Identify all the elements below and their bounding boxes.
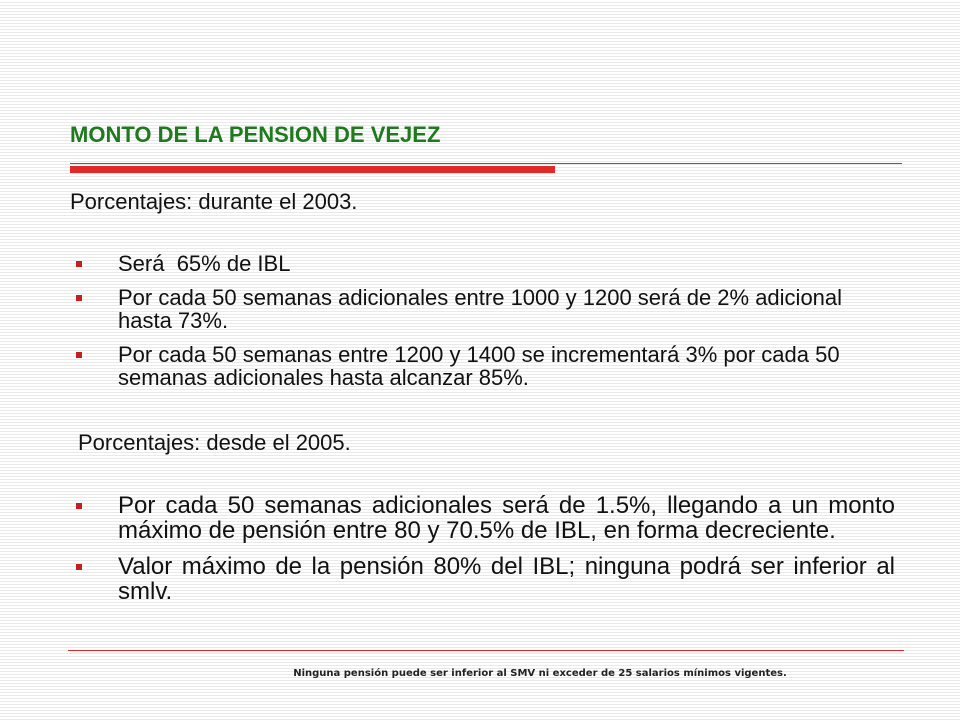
square-bullet-icon: [76, 261, 82, 267]
square-bullet-icon: [76, 295, 82, 301]
title-divider-thin: [70, 163, 902, 164]
square-bullet-icon: [76, 564, 82, 570]
bullet-list-2005: [70, 492, 916, 615]
section-heading-2005: Porcentajes: desde el 2005.: [78, 430, 351, 455]
list-item: [70, 492, 916, 544]
list-item: [70, 553, 902, 605]
footnote: Ninguna pensión puede ser inferior al SMV ni exceder de 25 salarios mínimos vigentes.: [293, 668, 787, 679]
bullet-text: Por cada 50 semanas adicionales entre 1000 y 1200 será de 2% adicional hasta 73%.: [118, 285, 849, 333]
square-bullet-icon: [76, 503, 82, 509]
section-heading-2003: Porcentajes: durante el 2003.: [70, 189, 358, 214]
bullet-text: Será 65% de IBL: [118, 251, 291, 276]
list-item: [70, 252, 895, 275]
square-bullet-icon: [76, 352, 82, 358]
list-item: [70, 286, 895, 332]
bullet-text: Por cada 50 semanas entre 1200 y 1400 se incrementará 3% por cada 50 semanas adicionales hasta alcanzar 85%.: [118, 342, 846, 390]
bullet-text: Valor máximo de la pensión 80% del IBL; ninguna podrá ser inferior al smlv.: [118, 553, 902, 605]
slide-title: MONTO DE LA PENSION DE VEJEZ: [70, 122, 441, 147]
title-divider-thick: [70, 166, 555, 173]
footer-divider: [68, 650, 904, 651]
list-item: [70, 343, 895, 389]
bullet-list-2003: [70, 252, 895, 400]
bullet-text: Por cada 50 semanas adicionales será de 1.5%, llegando a un monto máximo de pensión entre 80 y 70.5% de IBL, en forma decreciente.: [118, 492, 916, 544]
